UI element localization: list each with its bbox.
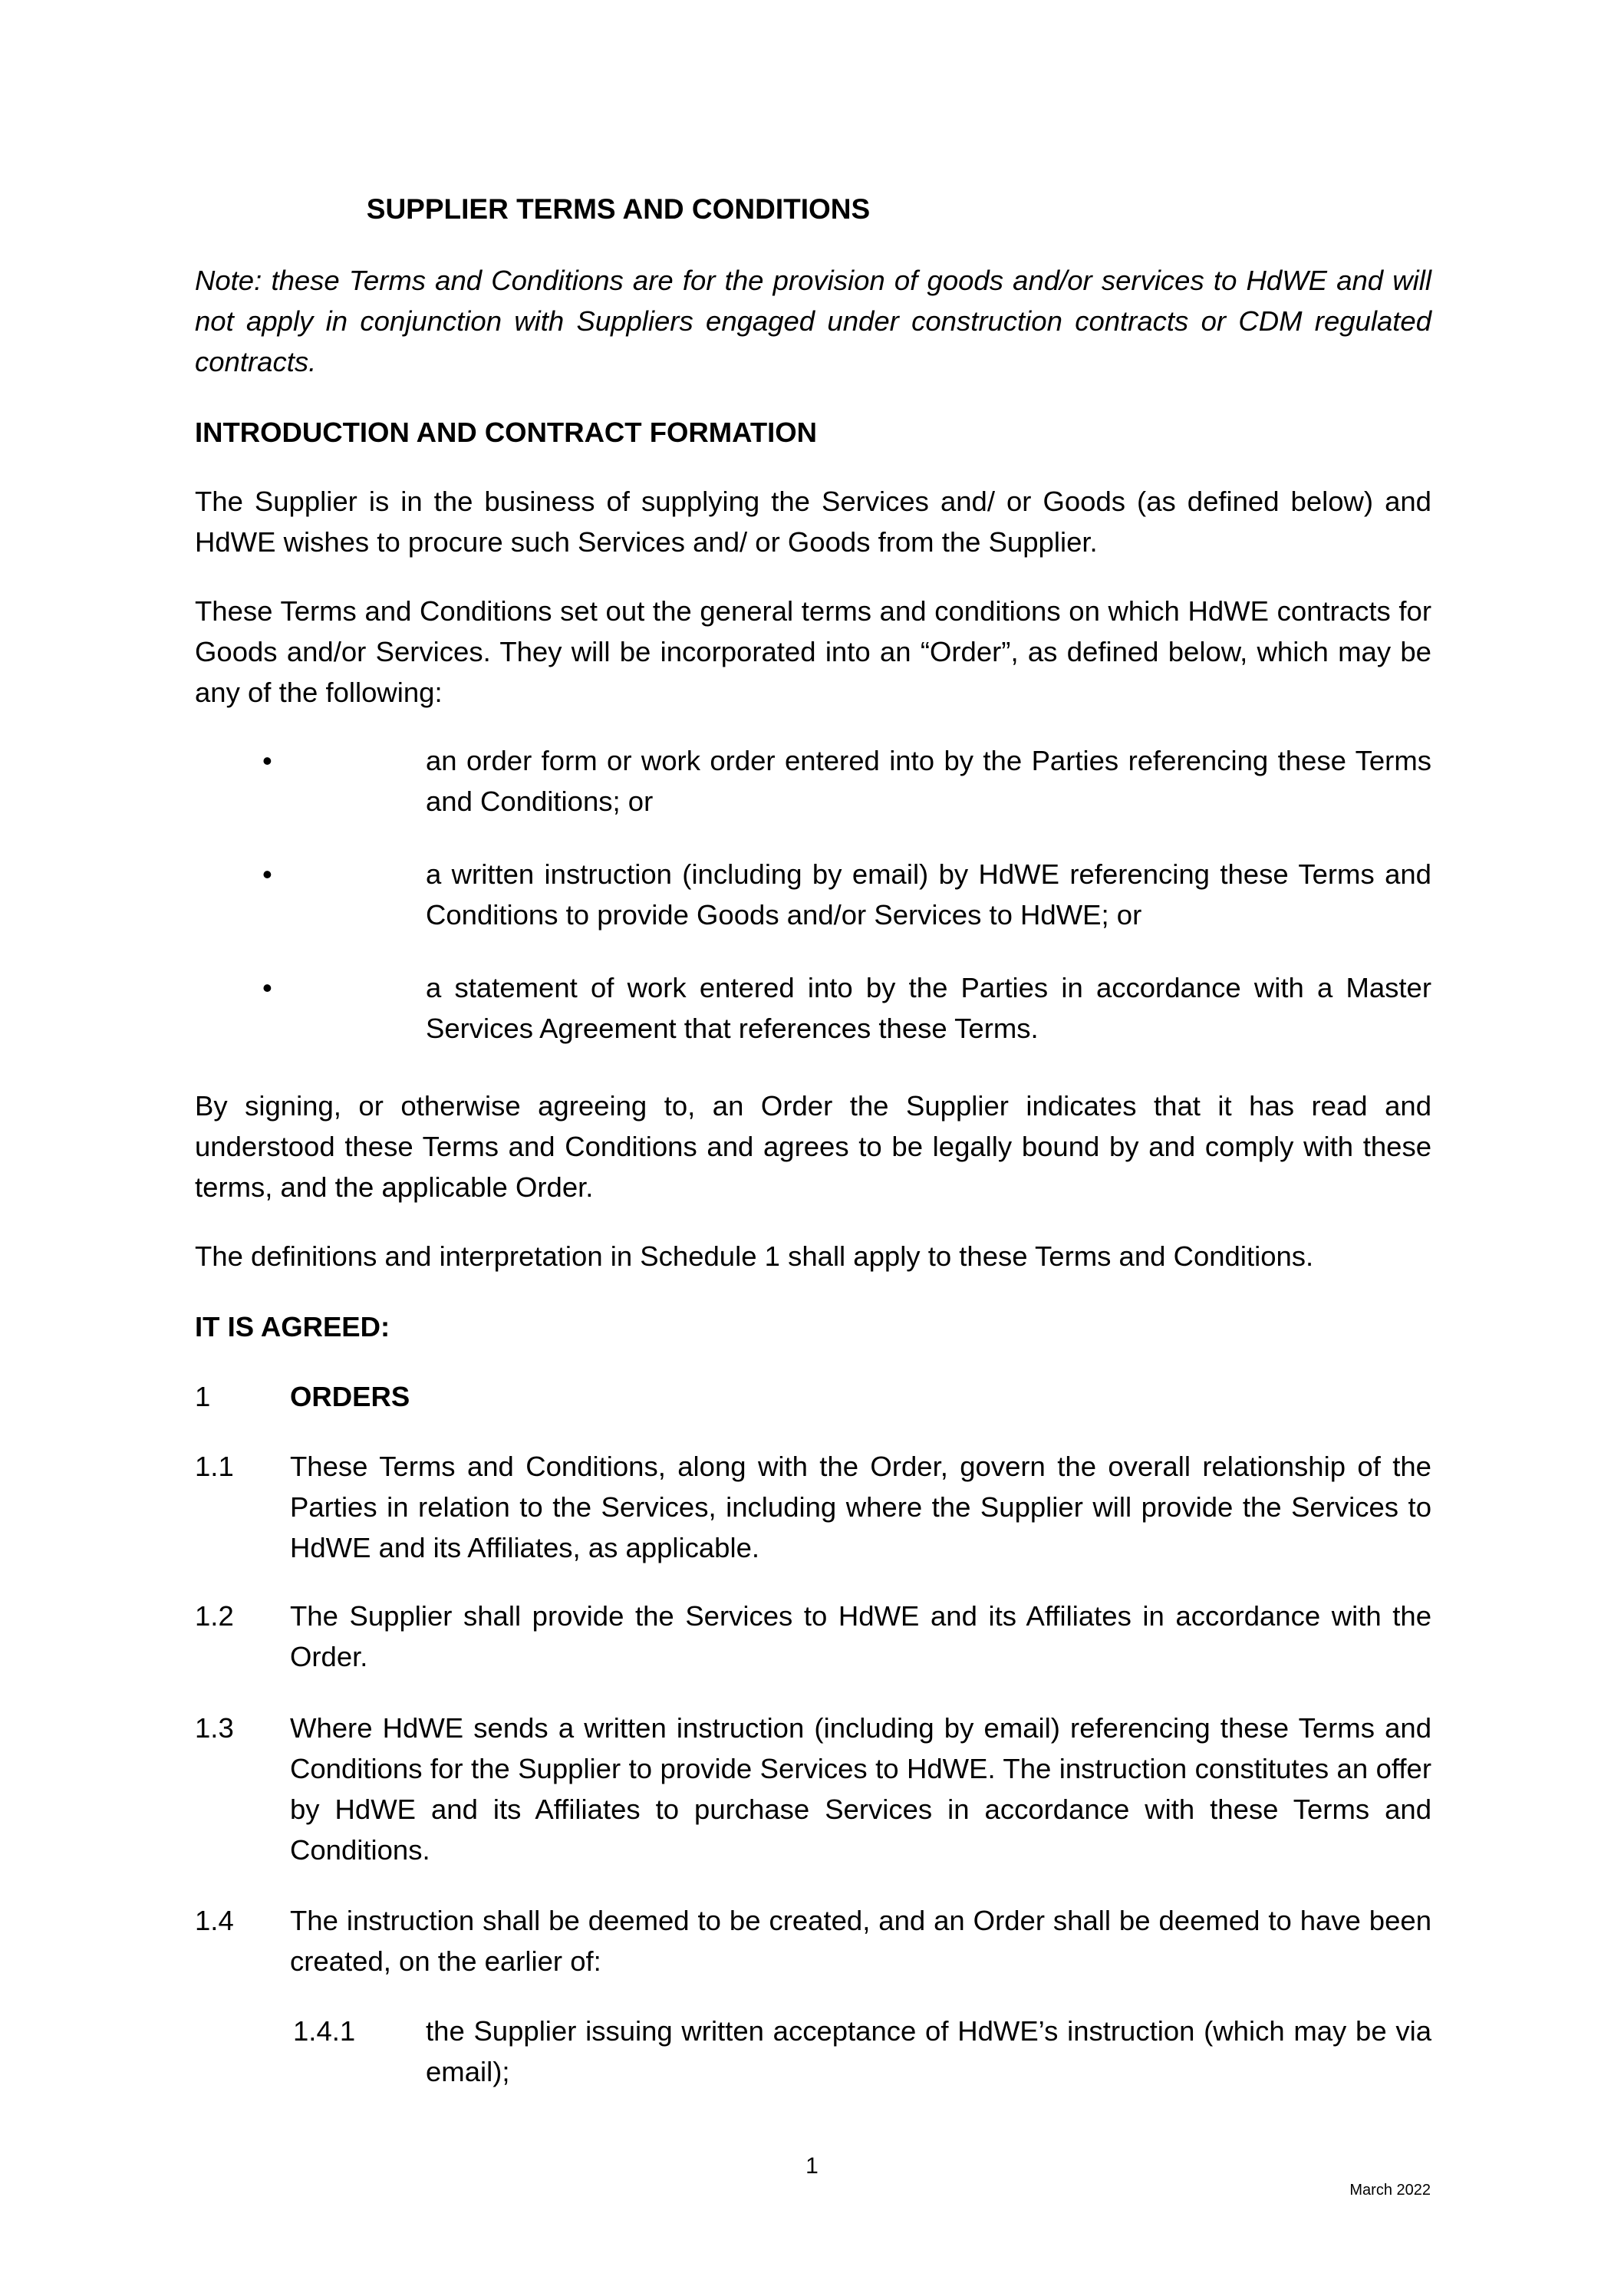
bullet-icon: • — [262, 745, 272, 776]
intro-paragraph-2: These Terms and Conditions set out the general terms and conditions on which HdWE contracts for Goods and/or Services. They will be incorporated into an “Order”, as defined below, which may be any of the following: — [195, 595, 1431, 708]
clause-text: The Supplier shall provide the Services to HdWE and its Affiliates in accordance with the Order. — [290, 1600, 1431, 1672]
scope-note: Note: these Terms and Conditions are for the provision of goods and/or services to HdWE and will not apply in conjunction with Suppliers engaged under construction contracts or CDM regulated contracts. — [195, 265, 1431, 377]
clause-number: 1.4 — [195, 1905, 234, 1936]
clause-text: Where HdWE sends a written instruction (including by email) referencing these Terms and Conditions for the Supplier to provide Services to HdWE. The instruction constitutes an offer by HdWE and its Affiliates to purchase Services in accordance with these Terms and Conditions. — [290, 1712, 1431, 1866]
section-number: 1 — [195, 1381, 211, 1412]
footer-date: March 2022 — [1349, 2182, 1431, 2199]
subclause-number: 1.4.1 — [293, 2015, 356, 2047]
intro-paragraph-1: The Supplier is in the business of supplying the Services and/ or Goods (as defined below) and HdWE wishes to procure such Services and/ or Goods from the Supplier. — [195, 486, 1431, 558]
bullet-text: a statement of work entered into by the Parties in accordance with a Master Services Agreement that references these Terms. — [426, 972, 1431, 1044]
bullet-text: an order form or work order entered into by the Parties referencing these Terms and Conditions; or — [426, 745, 1431, 817]
bullet-text: a written instruction (including by email) by HdWE referencing these Terms and Conditions to provide Goods and/or Services to HdWE; or — [426, 858, 1431, 931]
agreed-heading: IT IS AGREED: — [195, 1311, 390, 1342]
bullet-icon: • — [262, 858, 272, 890]
clause-text: These Terms and Conditions, along with the Order, govern the overall relationship of the Parties in relation to the Services, including where the Supplier will provide the Services to HdWE and its Affiliates, as applicable. — [290, 1451, 1431, 1563]
clause-number: 1.1 — [195, 1451, 234, 1482]
bullet-icon: • — [262, 972, 272, 1003]
subclause-text: the Supplier issuing written acceptance of HdWE’s instruction (which may be via email); — [426, 2015, 1431, 2087]
clause-number: 1.3 — [195, 1712, 234, 1744]
clause-text: The instruction shall be deemed to be created, and an Order shall be deemed to have been created, on the earlier of: — [290, 1905, 1431, 1977]
acceptance-paragraph: By signing, or otherwise agreeing to, an Order the Supplier indicates that it has read and understood these Terms and Conditions and agrees to be legally bound by and comply with these terms, and the applicable Order. — [195, 1090, 1431, 1203]
intro-heading: INTRODUCTION AND CONTRACT FORMATION — [195, 417, 818, 448]
document-title: SUPPLIER TERMS AND CONDITIONS — [366, 193, 871, 225]
definitions-paragraph: The definitions and interpretation in Schedule 1 shall apply to these Terms and Conditions. — [195, 1240, 1314, 1272]
section-title: ORDERS — [290, 1381, 410, 1412]
page-number: 1 — [805, 2153, 819, 2179]
clause-number: 1.2 — [195, 1600, 234, 1632]
